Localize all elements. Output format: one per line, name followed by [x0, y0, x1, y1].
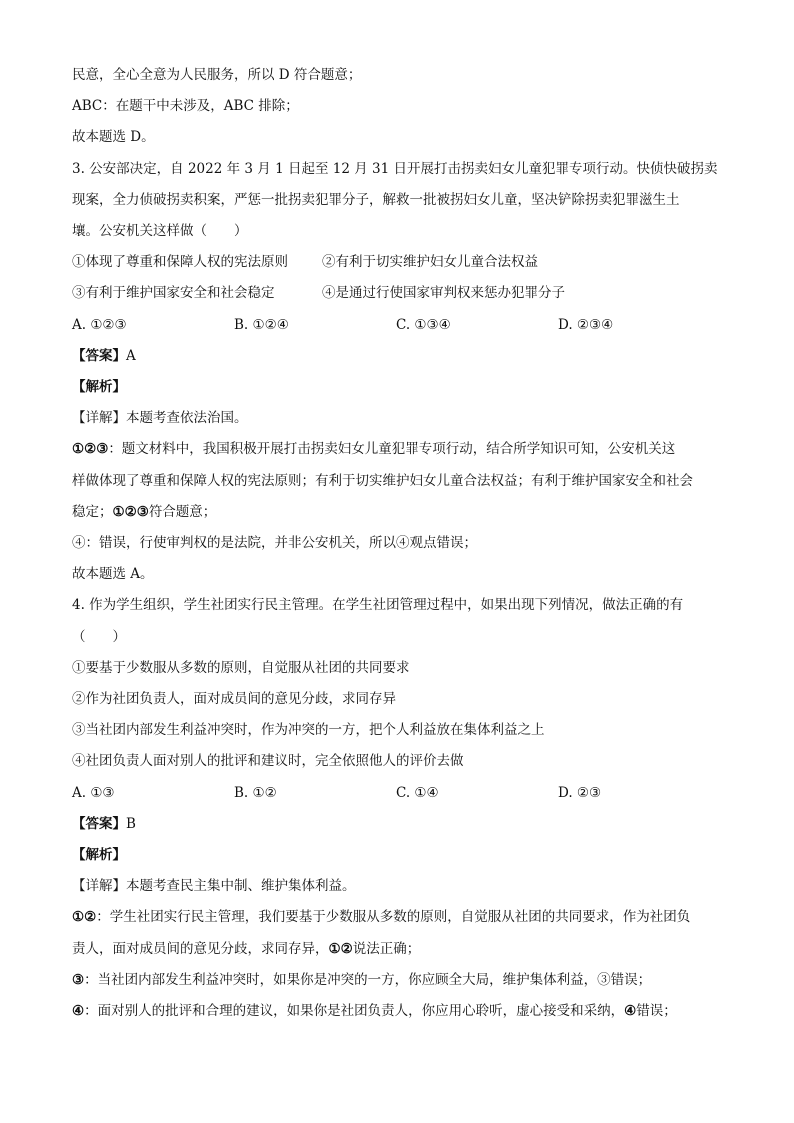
q3-answer-tag: 【答案】: [72, 347, 126, 364]
document-page: [72, 60, 724, 1027]
q3-answer: [72, 341, 724, 372]
q4-detail-tag: 【详解】: [72, 878, 126, 895]
q3-explanation-1-mark-2: ①②③: [112, 503, 149, 520]
q4-item-1: ①要基于少数服从多数的原则，自觉服从社团的共同要求: [72, 659, 410, 676]
q4-stem-line-1: 4. 作为学生组织，学生社团实行民主管理。在学生社团管理过程中，如果出现下列情况，做法正确的有: [72, 597, 684, 614]
q4-explanation-2-mark: ③: [72, 971, 85, 988]
q3-items-row-2: [72, 278, 724, 309]
q3-explanation-1-mark: ①②③: [72, 441, 109, 458]
q3-items-row-1: [72, 247, 724, 278]
q4-explanation-1-line-2b: 说法正确；: [352, 940, 421, 957]
q4-stem-line-2: （ ）: [72, 628, 126, 645]
q3-option-b: B. ①②④: [234, 316, 289, 333]
q4-explanation-3-end: 错误；: [636, 1003, 677, 1020]
q4-explanation-1-line-2a: 责人，面对成员间的意见分歧，求同存异，: [72, 940, 329, 957]
q3-item-2: ②有利于切实维护妇女儿童合法权益: [322, 254, 538, 271]
q4-explanation-1: [72, 902, 724, 933]
q4-explanation-1-mark-2: ①②: [328, 940, 353, 957]
q4-option-a: A. ①③: [72, 784, 115, 801]
q4-answer-value: B: [126, 815, 136, 832]
q3-stem-line-1: 3. 公安部决定，自 2022 年 3 月 1 日起至 12 月 31 日开展打击拐卖妇女儿童犯罪专项行动。快侦快破拐卖: [72, 160, 718, 177]
q3-explanation-1-text: ：题文材料中，我国积极开展打击拐卖妇女儿童犯罪专项行动，结合所学知识可知，公安机关这: [108, 441, 676, 458]
q3-option-a: A. ①②③: [72, 316, 127, 333]
q4-explanation-3: [72, 996, 724, 1027]
q3-explanation-1-line-3: [72, 497, 724, 528]
q3-explanation-1-line-3b: 符合题意；: [148, 503, 217, 520]
q4-explanation-1-mark: ①②: [72, 909, 97, 926]
q3-answer-value: A: [126, 347, 136, 364]
q3-option-d: D. ②③④: [558, 316, 614, 333]
q3-detail-intro: 本题考查依法治国。: [126, 410, 248, 427]
intro-conclusion: 故本题选 D。: [72, 129, 155, 146]
q4-detail-intro: 本题考查民主集中制、维护集体利益。: [126, 878, 356, 895]
q4-option-b: B. ①②: [234, 784, 277, 801]
q3-options: [72, 310, 724, 341]
q4-options: [72, 778, 724, 809]
q4-explanation-3-mark-2: ④: [624, 1003, 637, 1020]
q3-item-1: ①体现了尊重和保障人权的宪法原则: [72, 254, 288, 271]
q4-option-c: C. ①④: [396, 784, 439, 801]
q3-explanation-2: ④：错误，行使审判权的是法院，并非公安机关，所以④观点错误；: [72, 535, 477, 552]
q3-item-4: ④是通过行使国家审判权来惩办犯罪分子: [322, 285, 565, 302]
q3-analysis-tag: 【解析】: [72, 379, 126, 396]
q4-answer-tag: 【答案】: [72, 815, 126, 832]
q3-explanation-1-line-2: 样做体现了尊重和保障人权的宪法原则；有利于切实维护妇女儿童合法权益；有利于维护国家安全和社会: [72, 472, 693, 489]
q4-explanation-3-text: ：面对别人的批评和合理的建议，如果你是社团负责人，你应用心聆听，虚心接受和采纳，: [84, 1003, 625, 1020]
intro-line-2: ABC：在题干中未涉及，ABC 排除；: [72, 98, 299, 115]
q3-detail: [72, 403, 724, 434]
q4-explanation-1-line-2: [72, 934, 724, 965]
q4-detail: [72, 871, 724, 902]
q4-item-4: ④社团负责人面对别人的批评和建议时，完全依照他人的评价去做: [72, 753, 464, 770]
q3-conclusion: 故本题选 A。: [72, 566, 154, 583]
q3-item-3: ③有利于维护国家安全和社会稳定: [72, 285, 275, 302]
q4-explanation-3-mark: ④: [72, 1003, 85, 1020]
q3-analysis: [72, 372, 724, 403]
q3-option-c: C. ①③④: [396, 316, 451, 333]
q4-answer: [72, 809, 724, 840]
q4-analysis: [72, 840, 724, 871]
q3-stem-line-3: 壤。公安机关这样做（ ）: [72, 223, 248, 240]
q4-explanation-2: [72, 965, 724, 996]
q4-item-3: ③当社团内部发生利益冲突时，作为冲突的一方，把个人利益放在集体利益之上: [72, 722, 545, 739]
q3-stem-line-2: 现案，全力侦破拐卖积案，严惩一批拐卖犯罪分子，解救一批被拐妇女儿童，坚决铲除拐卖犯罪滋生土: [72, 191, 680, 208]
q4-explanation-2-text: ：当社团内部发生利益冲突时，如果你是冲突的一方，你应顾全大局，维护集体利益，③错误；: [84, 971, 652, 988]
q4-option-d: D. ②③: [558, 784, 602, 801]
q3-explanation-1: [72, 434, 724, 465]
intro-line-1: 民意，全心全意为人民服务，所以 D 符合题意；: [72, 67, 362, 83]
q4-analysis-tag: 【解析】: [72, 847, 126, 864]
q3-explanation-1-line-3a: 稳定；: [72, 503, 113, 520]
q4-explanation-1-text: ：学生社团实行民主管理，我们要基于少数服从多数的原则，自觉服从社团的共同要求，作为社团负: [96, 909, 691, 926]
q4-item-2: ②作为社团负责人，面对成员间的意见分歧，求同存异: [72, 691, 396, 708]
q3-detail-tag: 【详解】: [72, 410, 126, 427]
